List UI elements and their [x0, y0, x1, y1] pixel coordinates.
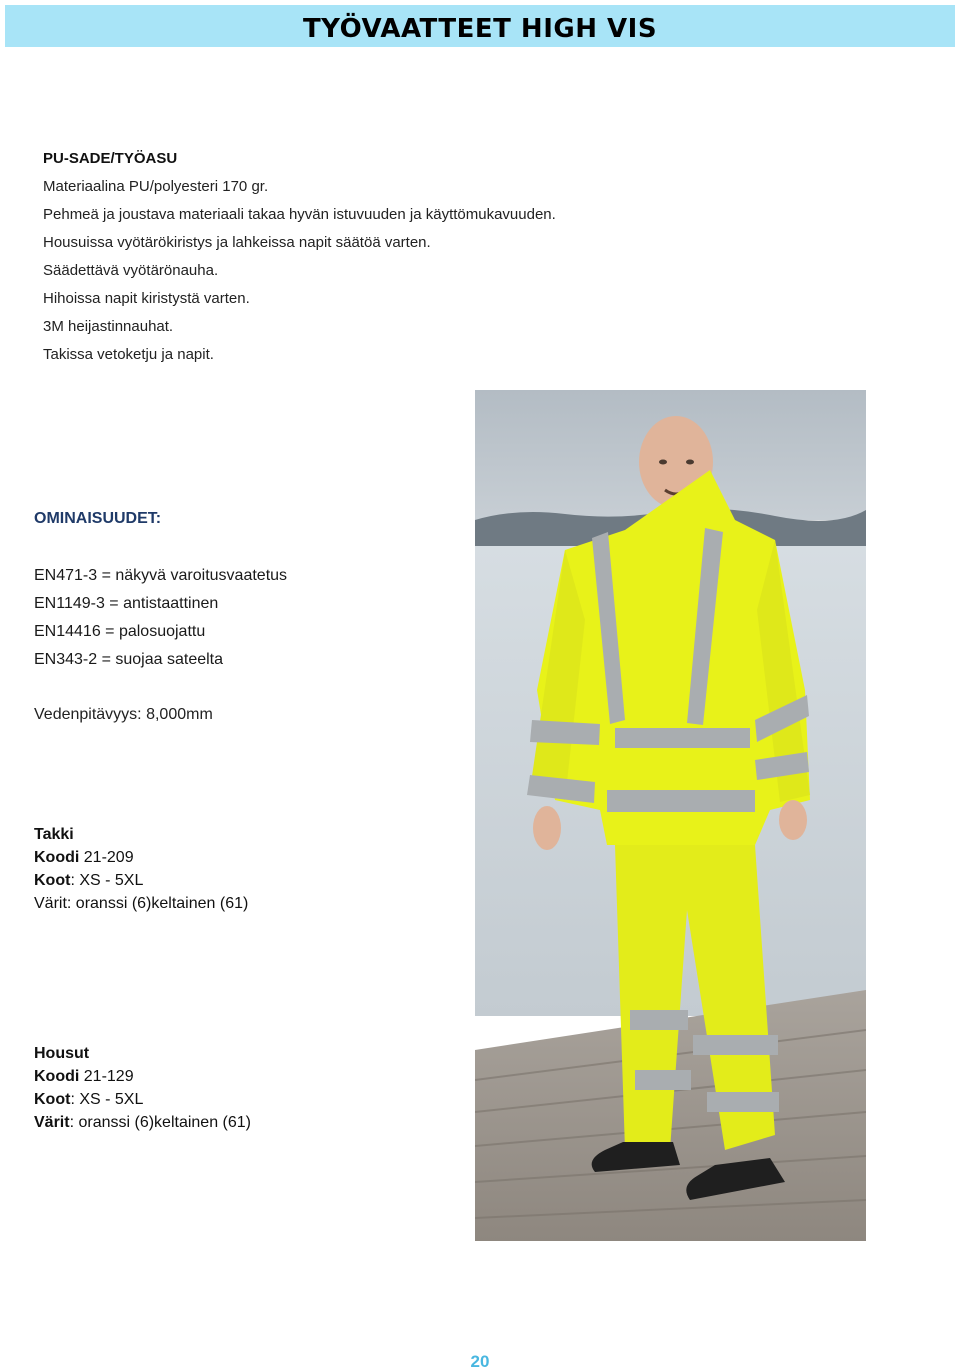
pants-sizes-label: Koot — [34, 1091, 71, 1108]
page-title: TYÖVAATTEET HIGH VIS — [302, 14, 658, 44]
jacket-sizes-label: Koot — [34, 872, 71, 889]
jacket-sizes: : XS - 5XL — [70, 872, 144, 889]
product-heading: PU-SADE/TYÖASU — [43, 150, 178, 167]
features-heading: OMINAISUUDET: — [34, 510, 162, 527]
standard-item: EN14416 = palosuojattu — [34, 623, 206, 640]
standards-list — [34, 565, 287, 677]
standard-item: EN343-2 = suojaa sateelta — [34, 651, 224, 668]
left-hand — [533, 806, 561, 850]
pants-code-label: Koodi — [34, 1068, 80, 1085]
standard-item: EN471-3 = näkyvä varoitusvaatetus — [34, 567, 288, 584]
standard-item: EN1149-3 = antistaattinen — [34, 595, 219, 612]
intro-line: Pehmeä ja joustava materiaali takaa hyvän istuvuuden ja käyttömukavuuden. — [43, 206, 556, 223]
jacket-code: 21-209 — [79, 849, 134, 866]
page-number: 20 — [470, 1352, 490, 1371]
intro-line: 3M heijastinnauhat. — [43, 318, 174, 335]
right-hand — [779, 800, 807, 840]
intro-line: Takissa vetoketju ja napit. — [43, 346, 214, 363]
jacket-colors: Värit: oranssi (6)keltainen (61) — [34, 895, 249, 912]
intro-line: Säädettävä vyötärönauha. — [43, 262, 219, 279]
photo-illustration — [475, 390, 866, 1241]
jacket-title: Takki — [34, 826, 74, 843]
jacket-code-label: Koodi — [34, 849, 80, 866]
pants-colors-label: Värit — [34, 1114, 70, 1131]
intro-line: Hihoissa napit kiristystä varten. — [43, 290, 250, 307]
intro-line: Housuissa vyötärökiristys ja lahkeissa napit säätöä varten. — [43, 234, 431, 251]
pants-colors: : oranssi (6)keltainen (61) — [69, 1114, 251, 1131]
intro-line: Materiaalina PU/polyesteri 170 gr. — [43, 178, 269, 195]
jacket-info — [34, 824, 248, 916]
product-intro — [43, 148, 556, 372]
waterproof-rating: Vedenpitävyys: 8,000mm — [34, 706, 213, 723]
header-band — [5, 5, 955, 47]
pants-code: 21-129 — [79, 1068, 134, 1085]
pants-sizes: : XS - 5XL — [70, 1091, 144, 1108]
features-heading-block — [34, 510, 161, 528]
product-photo — [475, 390, 866, 1241]
pants-title: Housut — [34, 1045, 90, 1062]
pants-info — [34, 1043, 251, 1135]
